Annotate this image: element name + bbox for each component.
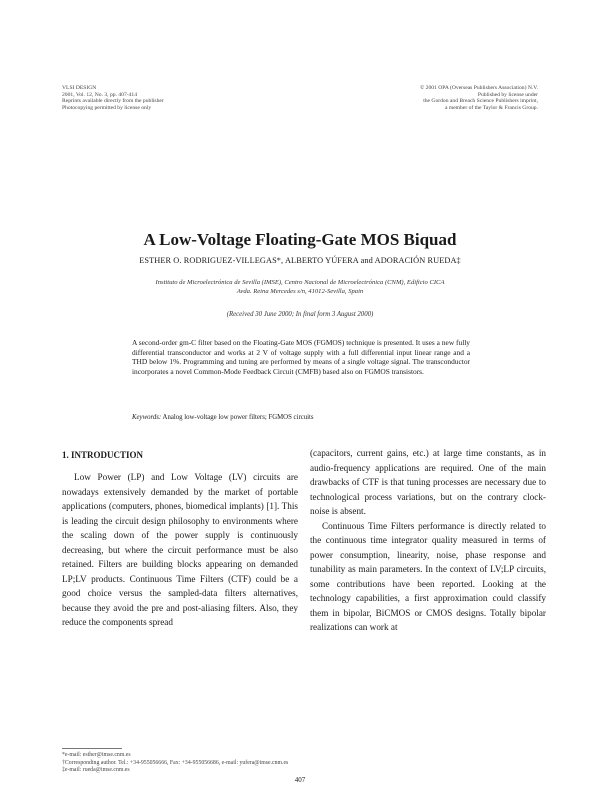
footnote: *e-mail: esther@imse.cnm.es <box>62 752 131 758</box>
received-date: (Received 30 June 2000; In final form 3 August 2000) <box>226 311 374 318</box>
license-line: Published by license under <box>477 91 538 98</box>
left-column <box>62 470 298 630</box>
paper-title: A Low-Voltage Floating-Gate MOS Biquad <box>143 230 457 249</box>
journal-header-right <box>420 85 538 111</box>
affiliation-line-2: Avda. Reina Mercedes s/n, 41012-Sevilla, Spain <box>236 287 364 295</box>
keywords-label: Keywords: <box>132 414 162 421</box>
paragraph: (capacitors, current gains, etc.) at large time constants, as in audio-frequency applications are required. One of the main drawbacks of CTF is that tuning processes are necessary due to technological process variations, but on the contrary clock-noise is absent. <box>310 448 546 516</box>
keywords <box>132 414 470 421</box>
reprint-note: Reprints available directly from the publisher <box>62 98 164 105</box>
footnote: ‡e-mail: rueda@imse.cnm.es <box>62 767 130 773</box>
group-line: a member of the Taylor & Francis Group. <box>444 104 538 111</box>
journal-name: VLSI DESIGN <box>62 85 97 91</box>
keywords-text: Analog low-voltage low power filters; FGMOS circuits <box>162 414 314 421</box>
footnote: †Corresponding author. Tel.: +34-955056666, Fax: +34-955056686, e-mail: yufera@imse.cnm.es <box>62 759 289 766</box>
imprint-line: the Gordon and Breach Science Publishers imprint, <box>423 98 538 105</box>
abstract: A second-order gm-C filter based on the Floating-Gate MOS (FGMOS) technique is presented. It uses a new fully differential transconductor and works at 2 V of voltage supply with a full differential input linear range and a THD below 1%. Programming and tuning are performed by means of a single voltage signal. The transconductor incorporates a novel Common-Mode Feedback Circuit (CMFB) based also on FGMOS transistors. <box>132 338 470 376</box>
page-number: 407 <box>294 776 306 784</box>
paragraph: Continuous Time Filters performance is directly related to the continuous time integrator quality measured in terms of power consumption, linearity, noise, phase response and tunability as main parameters. In the context of LV;LP circuits, some contributions have been reported. Looking at the technology capabilities, a first approximation could classify them in bipolar, BiCMOS or CMOS designs. Totally bipolar realizations can work at <box>310 520 546 632</box>
affiliation-line-1: Instituto de Microelectrónica de Sevilla (IMSE), Centro Nacional de Microelectrónica (CNM), Edificio CICA <box>155 279 445 286</box>
journal-header-left <box>62 85 164 111</box>
footnote-rule <box>62 748 122 749</box>
right-column <box>310 446 546 635</box>
journal-volume: 2001, Vol. 12, No. 3, pp. 407-414 <box>62 91 138 98</box>
paper-authors: ESTHER O. RODRIGUEZ-VILLEGAS*, ALBERTO YÚFERA and ADORACIÓN RUEDA‡ <box>139 256 461 265</box>
paragraph: Low Power (LP) and Low Voltage (LV) circuits are nowadays extensively demanded by the market of portable applications (computers, phones, biomedical implants) [1]. This is leading the circuit design philosophy to environments where the scaling down of the power supply is continuously decreasing, but where the circuit performance must be also retained. Filters are building blocks appearing on demanded LP;LV products. Continuous Time Filters (CTF) could be a good choice versus the sampled-data filters alternatives, because they avoid the pre and post-aliasing filters. Also, they reduce the components spread <box>62 472 298 627</box>
photocopy-note: Photocopying permitted by license only <box>62 104 152 111</box>
copyright-line: © 2001 OPA (Overseas Publishers Association) N.V. <box>420 85 538 91</box>
section-heading: 1. INTRODUCTION <box>62 450 144 460</box>
affiliation <box>0 279 600 296</box>
footnotes <box>62 752 288 775</box>
